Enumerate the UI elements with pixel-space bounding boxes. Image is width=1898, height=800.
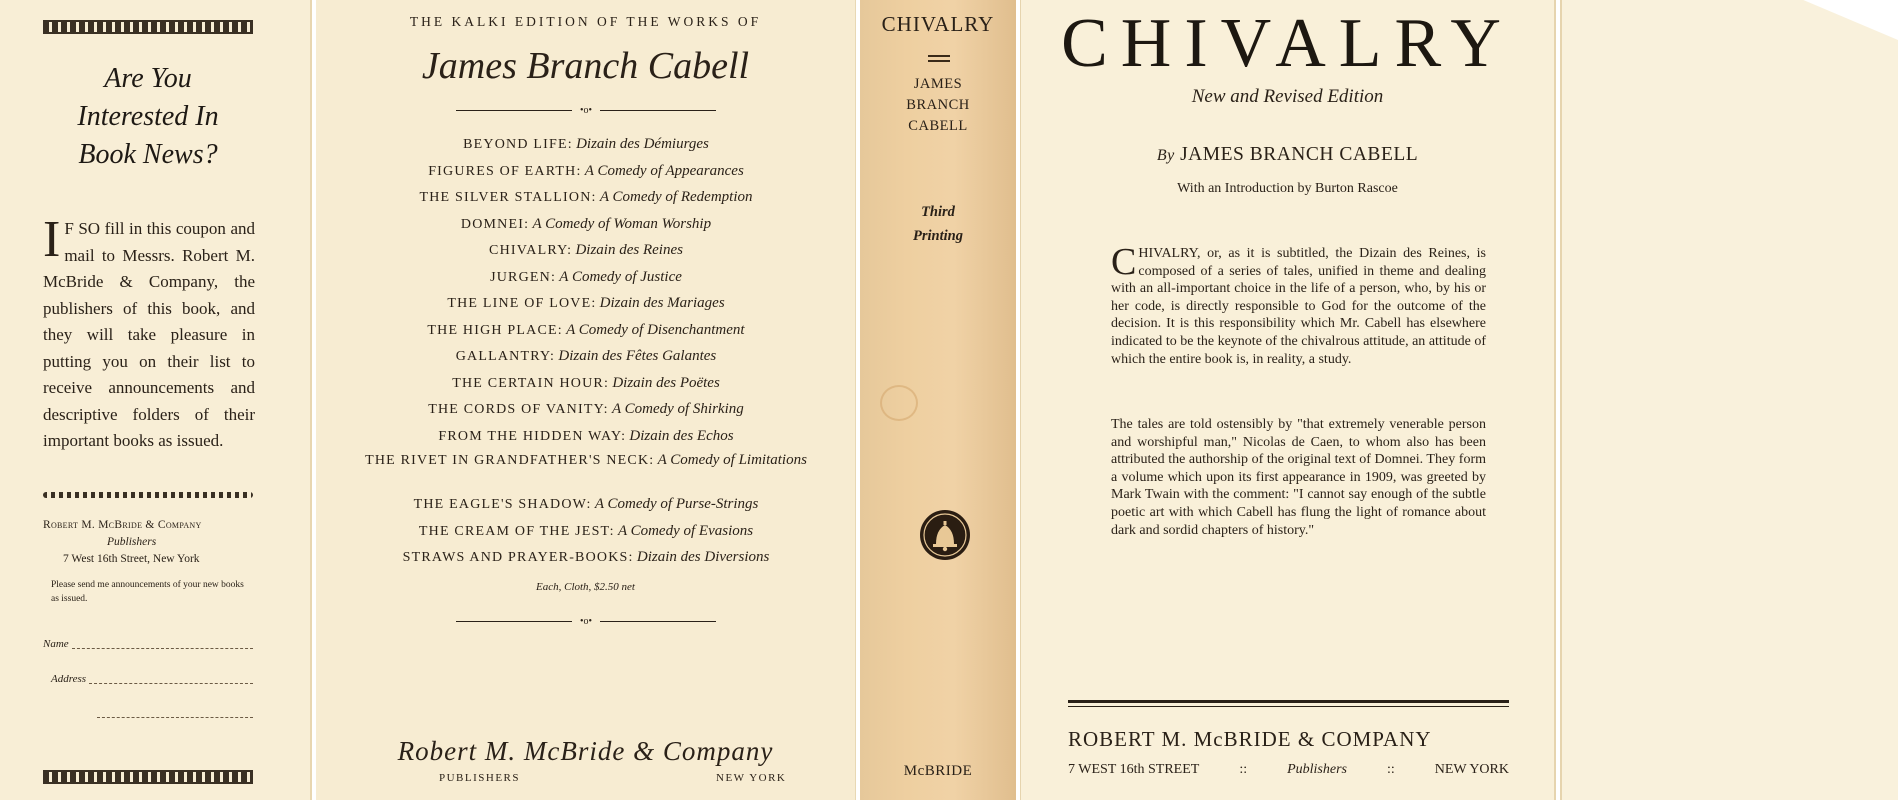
- front-rule: [1068, 700, 1509, 703]
- back-panel: [316, 0, 856, 800]
- ornament-glyph: •o•: [580, 104, 593, 116]
- work-item: CHIVALRY: Dizain des Reines: [489, 242, 683, 258]
- back-publisher: Robert M. McBride & Company: [397, 736, 774, 766]
- work-item: JURGEN: A Comedy of Justice: [490, 268, 682, 285]
- bell-logo-icon: [918, 508, 972, 562]
- separator: ::: [1386, 762, 1395, 777]
- flap-heading-line: Interested In: [77, 101, 219, 132]
- blurb-text: HIVALRY, or, as it is subtitled, the Dizain des Reines, is composed of a series of tales, unified in theme and dealing with an all-important choice in the life of a person, who, by his or her code, is directly responsible to God for the outcome of the decision. It is this responsibility which Mr. Cabell has elsewhere indicated to be the keynote of the chivalrous attitude, an attitude of which the entire book is, in reality, a study.: [1111, 246, 1486, 367]
- separator: ::: [1239, 762, 1248, 777]
- work-item: THE RIVET IN GRANDFATHER'S NECK: A Comedy of Limitations: [365, 452, 807, 468]
- work-item: FIGURES OF EARTH: A Comedy of Appearances: [428, 162, 744, 179]
- work-item: BEYOND LIFE: Dizain des Démiurges: [463, 136, 709, 152]
- front-publisher-name: ROBERT M. McBRIDE & COMPANY: [1068, 727, 1432, 751]
- front-publisher: [1068, 727, 1509, 752]
- flap-heading-line: Are You: [104, 63, 192, 94]
- back-flap-right: [1560, 0, 1898, 800]
- blurb-paragraph: [1111, 241, 1486, 368]
- works-list: [340, 131, 832, 571]
- flap-heading-line: Book News?: [78, 139, 218, 170]
- work-item: THE HIGH PLACE: A Comedy of Disenchantment: [427, 321, 745, 338]
- ornament-rule: [456, 616, 716, 626]
- series-heading: THE KALKI EDITION OF THE WORKS OF: [409, 14, 762, 29]
- work-item: GALLANTRY: Dizain des Fêtes Galantes: [455, 348, 717, 364]
- edition: New and Revised Edition: [1191, 86, 1384, 107]
- coupon-address-label: Address: [51, 673, 87, 685]
- blurb-paragraph: [1111, 416, 1486, 539]
- spine-printing-line: Printing: [913, 228, 963, 244]
- coupon-address: 7 West 16th Street, New York: [63, 553, 200, 565]
- coupon-name-line[interactable]: [43, 638, 253, 650]
- blurb-text: The tales are told ostensibly by "that extremely venerable person and worshipful man," Nicolas de Caen, to whom also has been attributed the authorship of the original text of Domnei. They form a volume which upon its first appearance in 1909, was greeted by Mark Twain with the comment: "I cannot say enough of the subtle poetic art with which Cabell has flung the light of romance about dark and sordid chapters of history.": [1111, 417, 1486, 538]
- spine-printing-line: Third: [921, 204, 955, 220]
- coupon-name-label: Name: [43, 638, 69, 650]
- top-ornament-border: [43, 20, 253, 34]
- stain-mark: [880, 385, 918, 421]
- front-publisher-sub: [1068, 762, 1509, 778]
- coupon-blank-line[interactable]: [97, 717, 253, 718]
- back-author: James Branch Cabell: [421, 45, 750, 87]
- coupon-publishers-label: Publishers: [107, 536, 157, 548]
- front-rule: [1068, 706, 1509, 707]
- front-title: CHIVALRY: [1061, 5, 1514, 82]
- spine-author-line: CABELL: [908, 118, 968, 134]
- front-address: 7 WEST 16th STREET: [1068, 762, 1200, 777]
- coupon-publisher: [43, 517, 253, 568]
- work-item: THE CORDS OF VANITY: A Comedy of Shirking: [428, 401, 744, 417]
- spine-author-line: BRANCH: [906, 97, 970, 113]
- spine-double-rule: [928, 55, 950, 62]
- spine-title: CHIVALRY: [881, 12, 995, 36]
- spine-author-line: JAMES: [913, 76, 963, 92]
- bottom-ornament-border: [43, 770, 253, 784]
- work-item: THE CERTAIN HOUR: Dizain des Poëtes: [452, 374, 720, 391]
- wavy-divider: [43, 492, 253, 498]
- work-item: THE SILVER STALLION: A Comedy of Redemption: [419, 189, 753, 205]
- ornament-glyph: •o•: [580, 615, 593, 627]
- work-item: THE LINE OF LOVE: Dizain des Mariages: [447, 295, 725, 311]
- coupon-note: Please send me announcements of your new books as issued.: [51, 580, 244, 604]
- spine-publisher: McBRIDE: [903, 763, 973, 779]
- work-item: DOMNEI: A Comedy of Woman Worship: [460, 215, 712, 232]
- work-item: STRAWS AND PRAYER-BOOKS: Dizain des Diversions: [402, 549, 770, 565]
- flap-dropcap: I: [43, 211, 61, 268]
- coupon-publisher-name: Robert M. McBride & Company: [43, 519, 202, 531]
- flap-body-text: F SO fill in this coupon and mail to Messrs. Robert M. McBride & Company, the publishers of this book, and they will take pleasure in putting you on their list to receive announcements and descriptive folders of their important books as issued.: [43, 219, 255, 450]
- publishers-label: PUBLISHERS: [439, 772, 521, 784]
- front-flap-left: [0, 0, 312, 800]
- front-publishers-label: Publishers: [1287, 762, 1347, 777]
- front-author: JAMES BRANCH CABELL: [1180, 144, 1419, 165]
- spine: [860, 0, 1016, 800]
- ornament-rule: [456, 105, 716, 115]
- front-city: NEW YORK: [1434, 762, 1509, 777]
- work-item: THE EAGLE'S SHADOW: A Comedy of Purse-Strings: [413, 496, 759, 512]
- work-item: THE CREAM OF THE JEST: A Comedy of Evasions: [418, 522, 754, 539]
- flap-heading: [30, 60, 266, 174]
- front-panel: [1020, 0, 1556, 800]
- publisher-city: NEW YORK: [716, 772, 787, 784]
- spine-author: [860, 74, 1016, 137]
- flap-body: [43, 211, 255, 455]
- spine-printing: [860, 200, 1016, 248]
- front-byline: [1021, 144, 1554, 166]
- blurb-dropcap: C: [1111, 241, 1137, 283]
- by-label: By: [1156, 147, 1175, 164]
- work-item: FROM THE HIDDEN WAY: Dizain des Echos: [438, 427, 734, 444]
- coupon-address-line[interactable]: [43, 673, 253, 685]
- price: Each, Cloth, $2.50 net: [536, 581, 635, 593]
- introduction-credit: With an Introduction by Burton Rascoe: [1177, 181, 1398, 196]
